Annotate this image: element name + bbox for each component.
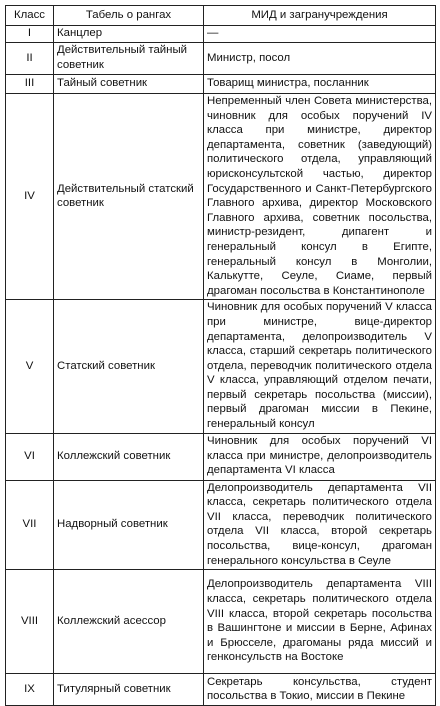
rank-cell: Надворный советник — [54, 480, 204, 570]
table-header-row — [6, 6, 436, 26]
table-row — [6, 300, 436, 433]
table-row — [6, 570, 436, 674]
class-cell: III — [6, 75, 54, 94]
header-mid: МИД и загранучреждения — [204, 6, 436, 26]
rank-cell: Канцлер — [54, 26, 204, 43]
mid-cell: Секретарь консульства, студент посольства в Токио, миссии в Пекине — [204, 674, 436, 706]
mid-cell: Министр, посол — [204, 43, 436, 75]
mid-cell: Чиновник для особых поручений V класса при министре, вице-директор департамента, делопроизводитель V класса, старший секретарь политического отдела, переводчик политического отдела V класса, управляющий отделом печати, первый секретарь посольства (миссии), первый драгоман миссии в Пекине, генеральный консул — [204, 300, 436, 433]
mid-cell: Товарищ министра, посланник — [204, 75, 436, 94]
class-cell: II — [6, 43, 54, 75]
table-row — [6, 75, 436, 94]
rank-cell: Статский советник — [54, 300, 204, 433]
mid-cell: Чиновник для особых поручений VI класса при министре, делопроизводитель департамента VI класса — [204, 433, 436, 480]
table-row — [6, 26, 436, 43]
rank-cell: Действительный статский советник — [54, 94, 204, 300]
header-rank: Табель о рангах — [54, 6, 204, 26]
mid-cell: Делопроизводитель департамента VIII класса, секретарь политического отдела VIII класса, второй секретарь посольства в Вашингтоне и миссии в Берне, Афинах и Брюсселе, драгоманы ряда миссий и генконсульств на Востоке — [204, 570, 436, 674]
mid-cell: Непременный член Совета министерства, чиновник для особых поручений IV класса при министре, директор департамента, советник (заведующий) политического отдела, управляющий юрисконсультской частью, директор Государственного и Санкт-Петербургского Главного архива, директор Московского Главного архива, советник посольства, министр-резидент, дипагент и генеральный консул в Египте, генеральный консул в Монголии, Калькутте, Сеуле, Сиаме, первый драгоман посольства в Константинополе — [204, 94, 436, 300]
header-class: Класс — [6, 6, 54, 26]
class-cell: V — [6, 300, 54, 433]
rank-cell: Тайный советник — [54, 75, 204, 94]
class-cell: I — [6, 26, 54, 43]
rank-table-container — [5, 5, 435, 706]
rank-cell: Титулярный советник — [54, 674, 204, 706]
class-cell: VIII — [6, 570, 54, 674]
mid-cell: Делопроизводитель департамента VII класса, секретарь политического отдела VII класса, переводчик политического отдела VII класса, второй секретарь посольства, вице-консул, драгоман генерального консульства в Сеуле — [204, 480, 436, 570]
mid-cell: — — [204, 26, 436, 43]
class-cell: IV — [6, 94, 54, 300]
rank-cell: Действительный тайный советник — [54, 43, 204, 75]
rank-cell: Коллежский советник — [54, 433, 204, 480]
class-cell: IX — [6, 674, 54, 706]
table-row — [6, 94, 436, 300]
class-cell: VII — [6, 480, 54, 570]
table-row — [6, 43, 436, 75]
rank-cell: Коллежский асессор — [54, 570, 204, 674]
class-cell: VI — [6, 433, 54, 480]
rank-table — [5, 5, 436, 706]
table-row — [6, 480, 436, 570]
table-row — [6, 433, 436, 480]
